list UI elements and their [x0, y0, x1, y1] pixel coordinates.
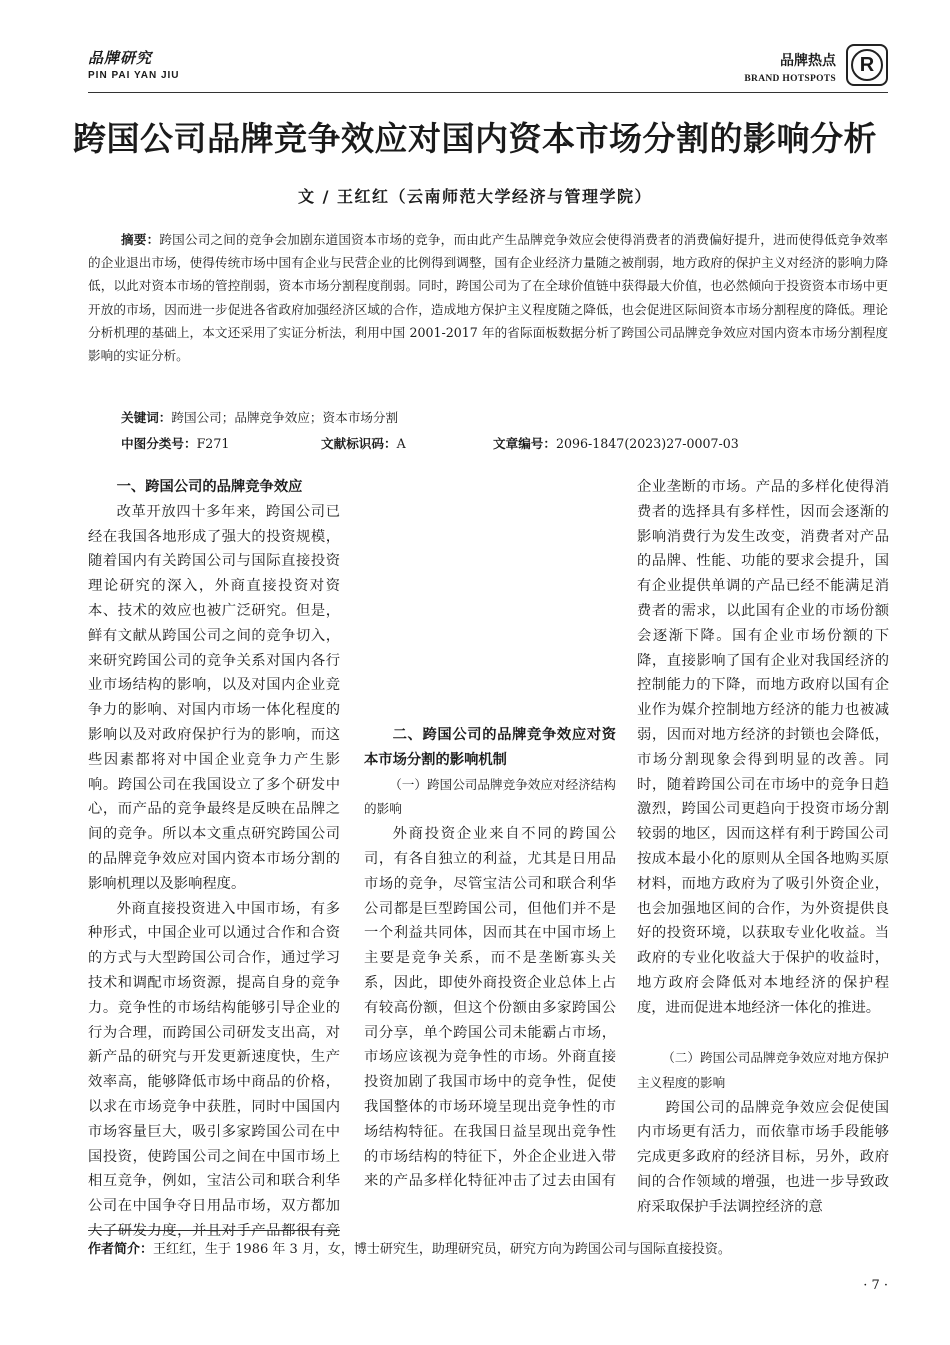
section-1-paragraph-1: 改革开放四十多年来，跨国公司已经在我国各地形成了强大的投资规模，随着国内有关跨国公司与国际直接投资理论研究的深入，外商直接投资对资本、技术的效应也被广泛研究。但是，鲜有文献从跨国公司之间的竞争切入，来研究跨国公司的竞争关系对国内各行业市场结构的影响，以及对国内企业竞争力的影响、对国内市场一体化程度的影响以及对政府保护行为的影响，而这些因素都将对中国企业竞争力产生影响。跨国公司在我国设立了多个研发中心，而产品的竞争最终是反映在品牌之间的竞争。所以本文重点研究跨国公司的品牌竞争效应对国内资本市场分割的影响机理以及影响程度。 — [88, 503, 340, 892]
registered-mark: R — [851, 49, 883, 81]
article-no-label: 文章编号： — [493, 436, 556, 451]
registered-logo-icon — [846, 44, 888, 86]
clc-label: 中图分类号： — [121, 436, 197, 451]
article-number — [493, 433, 739, 452]
section-name: 品牌热点 — [780, 53, 836, 69]
bio-text: 王红红，生于 1986 年 3 月，女，博士研究生，助理研究员，研究方向为跨国公司与国际直接投资。 — [153, 1242, 731, 1257]
running-header-left — [88, 47, 180, 81]
author-bio — [88, 1238, 731, 1257]
abstract — [88, 228, 888, 367]
journal-pinyin: PIN PAI YAN JIU — [88, 70, 180, 81]
clc-value: F271 — [196, 436, 230, 451]
keywords-text: 跨国公司；品牌竞争效应；资本市场分割 — [171, 410, 399, 425]
doc-code-label: 文献标识码： — [321, 436, 397, 451]
section-2-subheading-2: （二）跨国公司品牌竞争效应对地方保护主义程度的影响 — [637, 1050, 889, 1090]
clc-code — [121, 433, 229, 452]
abstract-text: 跨国公司之间的竞争会加剧东道国资本市场的竞争，而由此产生品牌竞争效应会使得消费者的消费偏好提升，进而使得低竞争效率的企业退出市场，使得传统市场中国有企业与民营企业的比例得到调整，国有企业经济力量随之被削弱，地方政府的保护主义对经济的影响力降低，以此对资本市场的管控削弱，资本市场分割程度削弱。同时，跨国公司为了在全球价值链中获得最大价值，也必然倾向于投资资本市场中更开放的市场，因而进一步促进各省政府加强经济区域的合作，造成地方保护主义程度随之降低，也会促进区际间资本市场分割程度的降低。理论分析机理的基础上，本文还采用了实证分析法，利用中国 2001-2017 年的省际面板数据分析了跨国公司品牌竞争效应对国内资本市场分割程度影响的实证分析。 — [88, 232, 889, 364]
doc-code-value: A — [396, 436, 406, 451]
footnote-rule — [88, 1230, 340, 1231]
page-number: · 7 · — [863, 1278, 888, 1293]
abstract-label: 摘要： — [121, 232, 160, 247]
author-line: 文 / 王红红（云南师范大学经济与管理学院） — [298, 187, 652, 206]
section-2-heading: 二、跨国公司的品牌竞争效应对资本市场分割的影响机制 — [364, 727, 616, 768]
document-code — [321, 433, 406, 452]
section-2-paragraph-1-part-1: 外商投资企业来自不同的跨国公司，有各自独立的利益，尤其是日用品市场的竞争，尽管宝洁公司和联合利华公司都是巨型跨国公司，但他们并不是一个利益共同体，因而其在中国市场上主要是竞争关系，而不是垄断寡头关系，因此，即使外商投资企业总体上占有较高份额，但这个份额由多家跨国公司分享，单个跨国公司未能霸占市场，市场应该视为竞争性的市场。外商直接投资加剧了我国市场中的竞争性，促使我国整体的市场环境呈现出竞争性的市场结构特征。在我国日益呈现出竞争性的市场结构的特征下，外企企业进入带来的产品多样化特征冲击了过去由国有 — [364, 826, 616, 1190]
section-2-subheading-1: （一）跨国公司品牌竞争效应对经济结构的影响 — [364, 776, 616, 817]
body-column-1 — [88, 475, 340, 1244]
section-2-paragraph-1-part-2: 企业垄断的市场。产品的多样化使得消费者的选择具有多样性，因而会逐渐的影响消费行为发生改变，消费者对产品的品牌、性能、功能的要求会提升，国有企业提供单调的产品已经不能满足消费者的需求，以此国有企业的市场份额会逐渐下降。国有企业市场份额的下降，直接影响了国有企业对我国经济的控制能力的下降，而地方政府以国有企业作为媒介控制地方经济的能力也被减弱，因而对地方经济的封锁也会降低，市场分割现象会得到明显的改善。同时，随着跨国公司在市场中的竞争日趋激烈，跨国公司更趋向于投资市场分割较弱的地区，因而这样有利于跨国公司按成本最小化的原则从全国各地购买原材料，而地方政府为了吸引外资企业，也会加强地区间的合作，为外资提供良好的投资环境，以获取专业化收益。当政府的专业化收益大于保护的收益时，地方政府会降低对本地经济的保护程度，进而促进本地经济一体化的推进。 — [637, 478, 889, 1016]
section-1-heading: 一、跨国公司的品牌竞争效应 — [116, 479, 303, 495]
article-title: 跨国公司品牌竞争效应对国内资本市场分割的影响分析 — [73, 119, 877, 158]
section-2-paragraph-2: 跨国公司的品牌竞争效应会促使国内市场更有活力，而依靠市场手段能够完成更多政府的经济目标，另外，政府间的合作领域的增强，也进一步导致政府采取保护手法调控经济的意 — [637, 1099, 889, 1215]
body-column-3 — [637, 475, 889, 1220]
article-no-value: 2096-1847(2023)27-0007-03 — [555, 436, 739, 451]
journal-name: 品牌研究 — [88, 49, 153, 67]
header-rule — [88, 92, 888, 93]
section-name-en: BRAND HOTSPOTS — [744, 74, 836, 84]
body-column-2 — [364, 475, 616, 1194]
keywords-label: 关键词： — [121, 410, 172, 425]
section-1-paragraph-2-part-1: 外商直接投资进入中国市场，有多种形式，中国企业可以通过合作和合资的方式与大型跨国公司合作，通过学习技术和调配市场资源，提高自身的竞争力。竞争性的市场结构能够引导企业的行为合理，而跨国公司研发支出高，对新产品的研究与开发更新速度快，生产效率高，能够降低市场中商品的价格，以求在市场竞争中获胜，同时中国国内市场容量巨大，吸引多家跨国公司在中国投资，使跨国公司之间在中国市场上相互竞争，例如，宝洁公司和联合利华公司在中国争夺日用品市场，双方都加大了研发力度，并且对手产品都很有竞 — [88, 900, 340, 1239]
keywords — [121, 407, 398, 426]
running-header-right — [744, 50, 836, 84]
bio-label: 作者简介： — [88, 1242, 154, 1257]
